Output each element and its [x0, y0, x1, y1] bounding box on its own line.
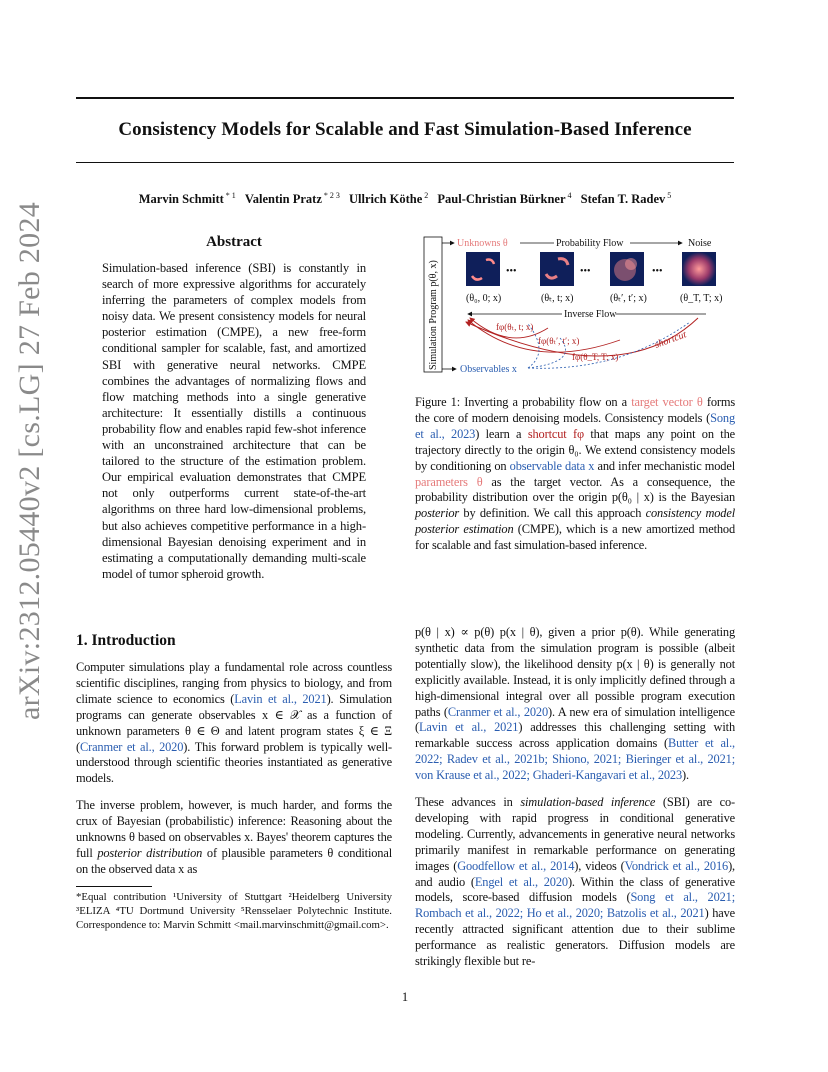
citation-link[interactable]: Song et al., 2023: [415, 410, 735, 441]
citation-link[interactable]: Butter et al., 2022; Radev et al., 2021b; Shiono, 2021; Bieringer et al., 2021; von Krause et al., 2022; Ghaderi-Kangavari et al., 2023: [415, 736, 735, 783]
citation-link[interactable]: Engel et al., 2020: [474, 874, 568, 889]
tuple-noise: (θ_T, T; x): [680, 293, 723, 304]
section-heading-introduction: 1. Introduction: [76, 632, 176, 649]
author: Stefan T. Radev $^5$: [580, 191, 672, 207]
f-t-label: fφ(θₜ, t; x): [496, 322, 534, 332]
right-paragraph-1: p(θ | x) ∝ p(θ) p(x | θ), given a prior p(θ). While generating synthetic data from the simulation program is possible (albeit potentially slow), the likelihood density p(x | θ) is generally not explicitly available. Instead, it is only implicitly defined through a high-dimensional integral over all possible program execution paths (Cranmer et al., 2020). A new era of simulation intelligence (Lavin et al., 2021) addresses this challenging setting with remarkable success across application domains (Butter et al., 2022; Radev et al., 2021b; Shiono, 2021; Bieringer et al., 2021; von Krause et al., 2022; Ghaderi-Kangavari et al., 2023).: [415, 625, 735, 783]
noise-label: Noise: [688, 238, 712, 249]
tuple-origin: (θ₀, 0; x): [466, 293, 502, 304]
author: Marvin Schmitt $^{* 1}$: [138, 191, 236, 207]
citation-link[interactable]: Goodfellow et al., 2014: [457, 858, 575, 873]
panel-t: [540, 252, 574, 286]
ellipsis: •••: [580, 266, 591, 277]
footnote: *Equal contribution ¹University of Stuttgart ²Heidelberg University ³ELIZA ⁴TU Dortmund University ⁵Rensselaer Polytechnic Institute. Correspondence to: Marvin Schmitt <mail.marvinschmitt@gmail.com>.: [76, 891, 392, 931]
arxiv-stamp: arXiv:2312.05440v2 [cs.LG] 27 Feb 2024: [13, 201, 46, 720]
simulation-program-label: Simulation Program p(θ, x): [428, 260, 439, 370]
abstract-heading: Abstract: [206, 234, 262, 250]
citation-link[interactable]: Cranmer et al., 2020: [447, 704, 548, 719]
f-t-prime-label: fφ(θₜ′, t′; x): [538, 336, 580, 346]
citation-link[interactable]: Lavin et al., 2021: [418, 720, 519, 735]
intro-paragraph-1: Computer simulations play a fundamental role across countless scientific disciplines, ranging from physics to biology, and from climate science to economics (Lavin et al., 2021). Simulation programs can generate observables x ∈ 𝒳 as a function of unknown parameters θ ∈ Θ and latent program states ξ ∈ Ξ (Cranmer et al., 2020). This forward problem is typically well-understood through scientific theories instantiated as generative models.: [76, 660, 392, 786]
probability-flow-label: Probability Flow: [556, 238, 624, 249]
figure-probability-flow-diagram: [420, 232, 740, 382]
citation-link[interactable]: Cranmer et al., 2020: [79, 739, 184, 754]
page-number: 1: [401, 990, 409, 1004]
author-list: [76, 191, 734, 207]
right-paragraph-2: These advances in simulation-based inference (SBI) are co-developing with rapid progress in conditional generative modeling. Currently, advancements in generative neural networks primarily manifest in remarkable performance on generating images (Goodfellow et al., 2014), videos (Vondrick et al., 2016), and audio (Engel et al., 2020). Within the class of generative models, score-based diffusion models (Song et al., 2021; Rombach et al., 2022; Ho et al., 2020; Batzolis et al., 2021) have recently attracted significant attention due to their sublime performance as realistic generators. Diffusion models are strikingly flexible but re-: [415, 795, 736, 969]
figure-caption: Figure 1: Inverting a probability flow on a target vector θ forms the core of modern denoising models. Consistency models (Song et al., 2023) learn a shortcut fφ that maps any point on the trajectory directly to the origin θ₀. We extend consistency models by conditioning on observable data x and infer mechanistic model parameters θ as the target vector. As a consequence, the probability distribution over the origin p(θ₀ | x) is the Bayesian posterior by definition. We call this approach consistency model posterior estimation (CMPE), which is a new amortized method for scalable and fast simulation-based inference.: [415, 395, 736, 553]
paper-title: Consistency Models for Scalable and Fast Simulation-Based Inference: [118, 119, 692, 140]
tuple-t-prime: (θₜ′, t′; x): [610, 293, 647, 304]
footnote-rule: [76, 886, 152, 887]
citation-link[interactable]: Lavin et al., 2021: [234, 691, 327, 706]
author: Paul-Christian Bürkner $^4$: [437, 191, 572, 207]
panel-origin: [466, 252, 500, 286]
title-top-rule: [76, 97, 734, 99]
f-T-label: fφ(θ_T, T; x): [572, 352, 619, 362]
unknowns-label: Unknowns θ: [457, 238, 508, 249]
abstract-body: Simulation-based inference (SBI) is constantly in search of more expressive algorithms for accurately inferring the parameters of complex models from noisy data. We present consistency models for neural posterior estimation (CMPE), a new free-form conditional sampler for scalable, fast, and amortized SBI with generative neural networks. CMPE combines the advantages of normalizing flows and flow matching methods into a single generative architecture: It essentially distills a continuous probability flow and enables rapid few-shot inference with an unconstrained architecture that can be tailored to the structure of the estimation problem. Our empirical evaluation demonstrates that CMPE not only outperforms current state-of-the-art algorithms on three hard low-dimensional problems, but also achieves competitive performance in a high-dimensional Bayesian denoising experiment and in estimating a computationally demanding multi-scale model of tumor spheroid growth.: [102, 261, 366, 581]
ellipsis: •••: [652, 266, 663, 277]
citation-link[interactable]: Vondrick et al., 2016: [624, 858, 729, 873]
inverse-flow-label: Inverse Flow: [564, 309, 617, 320]
tuple-t: (θₜ, t; x): [541, 293, 574, 304]
observables-label: Observables x: [460, 364, 517, 375]
author: Ullrich Köthe $^2$: [349, 191, 429, 207]
citation-link[interactable]: Song et al., 2021; Rombach et al., 2022; Ho et al., 2020; Batzolis et al., 2021: [415, 890, 736, 921]
intro-paragraph-2: The inverse problem, however, is much harder, and forms the crux of Bayesian (probabilistic) inference: Reasoning about the unknowns θ based on observables x. Bayes' theorem captures the full posterior distribution of plausible parameters θ conditional on the observed data x as: [76, 798, 392, 876]
author: Valentin Pratz $^{* 2 3}$: [244, 191, 340, 207]
ellipsis: •••: [506, 266, 517, 277]
shortcut-label: shortcut: [653, 329, 688, 351]
title-bottom-rule: [76, 162, 734, 163]
panel-noise: [682, 252, 716, 286]
